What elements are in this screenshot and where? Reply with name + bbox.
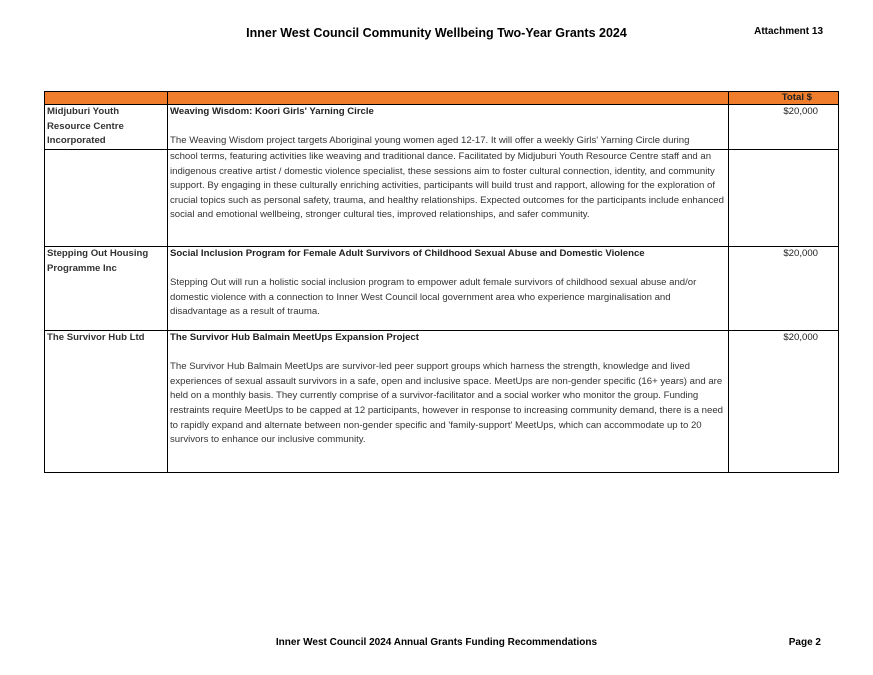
grant-amount: $20,000: [729, 247, 839, 331]
document-title: Inner West Council Community Wellbeing Two-Year Grants 2024: [246, 26, 627, 40]
total-header: Total $: [729, 92, 839, 105]
project-title: Weaving Wisdom: Koori Girls' Yarning Circle: [170, 106, 374, 117]
project-title: The Survivor Hub Balmain MeetUps Expansion Project: [170, 332, 419, 343]
table-row: [45, 331, 839, 473]
project-title: Social Inclusion Program for Female Adult Survivors of Childhood Sexual Abuse and Domestic Violence: [170, 248, 645, 259]
footer-title: Inner West Council 2024 Annual Grants Funding Recommendations: [275, 637, 598, 648]
table-row: [45, 247, 839, 331]
header-cell-blank: [45, 92, 168, 105]
table-row: [45, 150, 839, 247]
grants-table: [44, 91, 839, 473]
page-number: Page 2: [788, 637, 821, 648]
organisation-name: The Survivor Hub Ltd: [45, 331, 168, 473]
attachment-label: Attachment 13: [754, 26, 823, 37]
table-header-row: [45, 92, 839, 105]
grant-amount: $20,000: [729, 105, 839, 150]
project-description: The Weaving Wisdom project targets Aboriginal young women aged 12-17. It will offer a weekly Girls' Yarning Circle during: [170, 135, 690, 147]
project-description-continued: school terms, featuring activities like weaving and traditional dance. Facilitated by Midjuburi Youth Resource Centre staff and an indigenous creative artist / domestic violence specialist, these sessions aim to foster cultural connection, identity, and community support. By engaging in these culturally enriching activities, participants will build trust and rapport, allowing for the exploration of crucial topics such as personal safety, trauma, and healthy relationships. Expected outcomes for the participants include enhanced social and emotional wellbeing, stronger cultural ties, improved relationships, and safer community.: [170, 151, 724, 221]
project-description: Stepping Out will run a holistic social inclusion program to empower adult female survivors of childhood sexual abuse and/or domestic violence with a connection to Inner West Council local government area who experience marginalisation and disadvantage as a result of trauma.: [170, 277, 697, 318]
header-cell-blank: [168, 92, 729, 105]
grant-amount: $20,000: [729, 331, 839, 473]
organisation-name: Stepping Out Housing Programme Inc: [45, 247, 168, 331]
table-row: [45, 105, 839, 150]
project-description: The Survivor Hub Balmain MeetUps are survivor-led peer support groups which harness the strength, knowledge and lived experiences of sexual assault survivors in a safe, open and inclusive space. MeetUps are non-gender specific (16+ years) and are held on a monthly basis. They currently comprise of a survivor-facilitator and a social worker who monitor the group. Funding restraints require MeetUps to be capped at 12 participants, however in response to increasing community demand, there is a need to rapidly expand and alternate between non-gender specific and 'family-support' MeetUps, which can accommodate up to 20 survivors to enhance our inclusive community.: [170, 361, 724, 446]
organisation-name: Midjuburi Youth Resource Centre Incorporated: [45, 105, 168, 150]
